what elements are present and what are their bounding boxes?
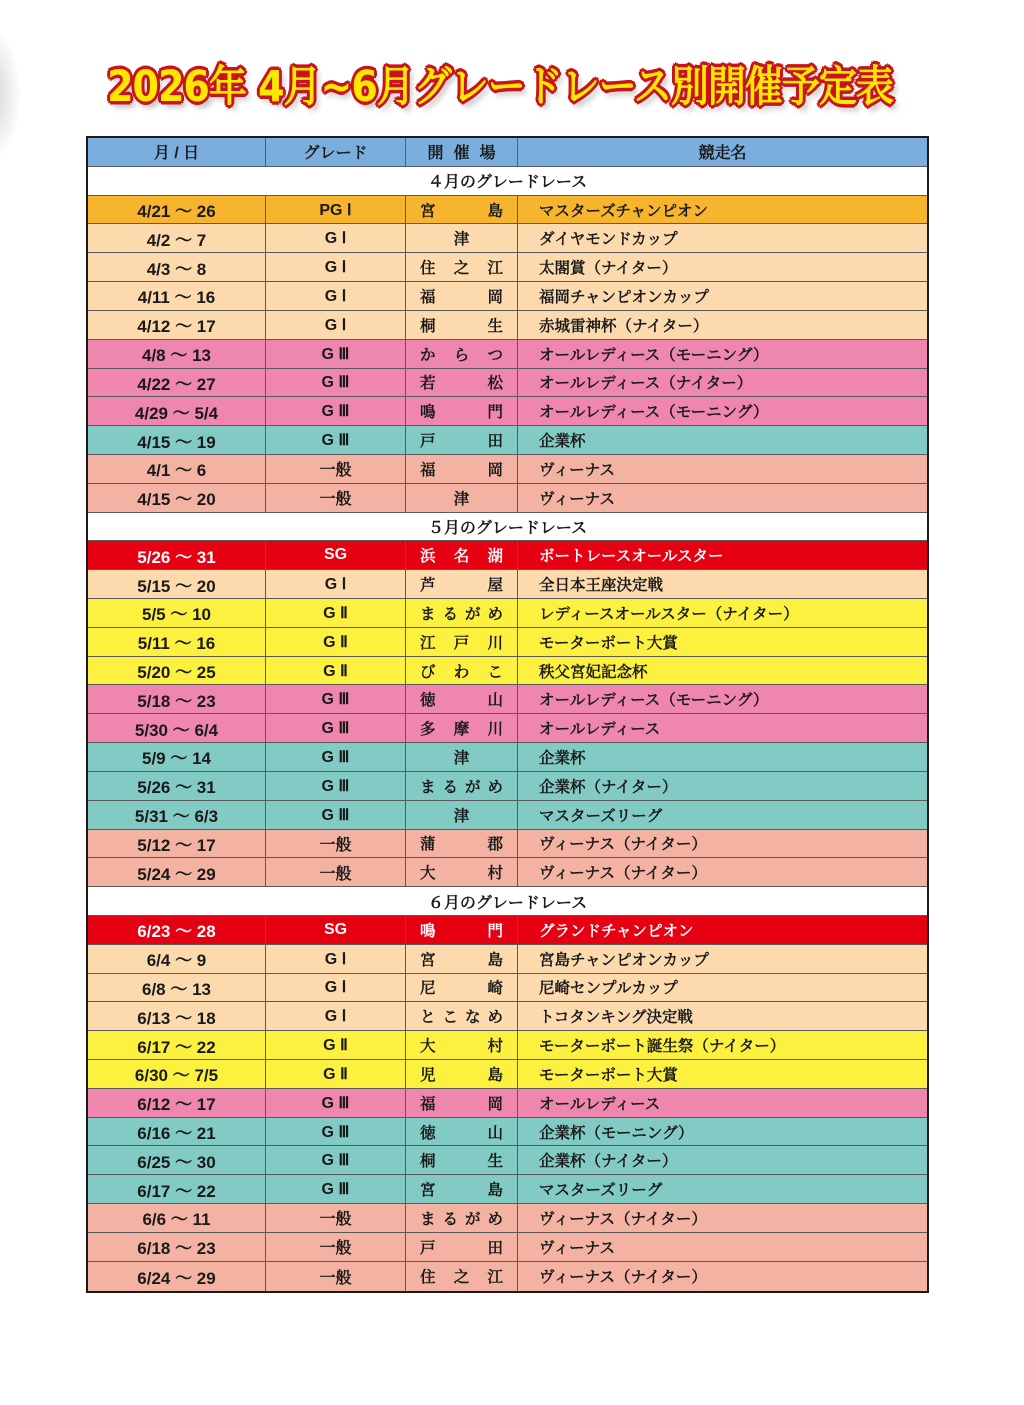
grade-cell: PG Ⅰ	[266, 196, 406, 224]
venue-char: 生	[487, 316, 503, 335]
venue-char: 宮	[420, 201, 436, 220]
date-cell: 4/11 ～ 16	[88, 282, 266, 310]
venue-cell	[406, 1060, 518, 1088]
venue-cell	[406, 1118, 518, 1146]
grade-cell: G Ⅱ	[266, 599, 406, 627]
venue-char: 松	[487, 374, 503, 393]
venue-char: 津	[453, 489, 470, 508]
venue-cell	[406, 1146, 518, 1174]
race-name-cell: ヴィーナス（ナイター）	[539, 835, 707, 854]
venue-cell	[406, 426, 518, 454]
date-cell: 6/23 ～ 28	[88, 916, 266, 944]
grade-cell: G Ⅰ	[266, 282, 406, 310]
date-cell: 6/18 ～ 23	[88, 1233, 266, 1261]
venue-char: 桐	[420, 1152, 436, 1171]
race-name-cell: 企業杯	[539, 748, 586, 767]
table-row	[88, 196, 927, 225]
date-cell: 5/12 ～ 17	[88, 830, 266, 858]
venue-char: ま	[420, 777, 436, 796]
race-name-cell: ヴィーナス	[539, 460, 615, 479]
venue-char: 山	[487, 1123, 503, 1142]
venue-cell	[406, 657, 518, 685]
table-row	[88, 714, 927, 743]
venue-char: 鳴	[420, 403, 436, 422]
title-banner	[100, 52, 900, 112]
grade-cell: G Ⅲ	[266, 685, 406, 713]
date-cell: 6/13 ～ 18	[88, 1002, 266, 1030]
table-row	[88, 311, 927, 340]
race-name-cell: ヴィーナス	[539, 1238, 615, 1257]
race-name-cell: オールレディース	[539, 720, 661, 739]
race-name-cell: 福岡チャンピオンカップ	[539, 287, 709, 306]
date-cell: 5/15 ～ 20	[88, 570, 266, 598]
venue-char: わ	[453, 662, 470, 681]
section-header-row	[88, 167, 927, 196]
grade-cell: G Ⅰ	[266, 224, 406, 252]
grade-cell: G Ⅰ	[266, 311, 406, 339]
race-name-cell: 秩父宮妃記念杯	[539, 662, 648, 681]
date-cell: 5/31 ～ 6/3	[88, 801, 266, 829]
venue-char: ら	[453, 345, 470, 364]
date-cell: 5/9 ～ 14	[88, 743, 266, 771]
table-row	[88, 1118, 927, 1147]
date-cell: 5/30 ～ 6/4	[88, 714, 266, 742]
venue-char: 岡	[487, 287, 503, 306]
venue-cell	[406, 916, 518, 944]
venue-cell	[406, 1233, 518, 1261]
section-header-row	[88, 513, 927, 542]
date-cell: 4/22 ～ 27	[88, 369, 266, 397]
race-name-cell: トコタンキング決定戦	[539, 1008, 693, 1027]
race-name-cell: 企業杯	[539, 432, 586, 451]
race-name-cell: ヴィーナス（ナイター）	[539, 864, 707, 883]
table-row	[88, 801, 927, 830]
venue-char: こ	[487, 662, 503, 681]
grade-cell: 一般	[266, 830, 406, 858]
date-cell: 4/8 ～ 13	[88, 340, 266, 368]
venue-char: 崎	[487, 979, 503, 998]
venue-cell	[406, 945, 518, 973]
race-name-cell: レディースオールスター（ナイター）	[539, 604, 799, 623]
grade-cell: G Ⅲ	[266, 340, 406, 368]
table-row	[88, 397, 927, 426]
venue-char: 村	[487, 864, 503, 883]
grade-cell: G Ⅲ	[266, 1175, 406, 1203]
venue-cell	[406, 772, 518, 800]
date-cell: 4/2 ～ 7	[88, 224, 266, 252]
column-header-grade: グレード	[266, 138, 406, 166]
race-name-cell: オールレディース（モーニング）	[539, 691, 769, 710]
table-row	[88, 1031, 927, 1060]
table-row	[88, 1089, 927, 1118]
table-row	[88, 1175, 927, 1204]
venue-char: と	[420, 1008, 436, 1027]
venue-char: 宮	[420, 1181, 436, 1200]
grade-cell: G Ⅲ	[266, 397, 406, 425]
race-name-cell: 太閤賞（ナイター）	[539, 259, 678, 278]
date-cell: 6/12 ～ 17	[88, 1089, 266, 1117]
grade-cell: G Ⅰ	[266, 570, 406, 598]
venue-cell	[406, 224, 518, 252]
venue-char: 郡	[487, 835, 503, 854]
venue-cell	[406, 685, 518, 713]
date-cell: 6/4 ～ 9	[88, 945, 266, 973]
table-row	[88, 628, 927, 657]
venue-cell	[406, 397, 518, 425]
date-cell: 5/26 ～ 31	[88, 541, 266, 569]
race-name-cell: ヴィーナス（ナイター）	[539, 1268, 707, 1287]
table-row	[88, 1146, 927, 1175]
race-name-cell: 赤城雷神杯（ナイター）	[539, 316, 709, 335]
grade-cell: 一般	[266, 1262, 406, 1291]
venue-char: な	[464, 1008, 481, 1027]
venue-cell	[406, 1031, 518, 1059]
venue-char: 戸	[420, 432, 436, 451]
race-name-cell: ボートレースオールスター	[539, 547, 724, 566]
date-cell: 5/26 ～ 31	[88, 772, 266, 800]
venue-char: 桐	[420, 316, 436, 335]
venue-char: 津	[453, 748, 470, 767]
table-row	[88, 1262, 927, 1291]
race-name-cell: オールレディース	[539, 1094, 661, 1113]
table-row	[88, 1060, 927, 1089]
race-name-cell: モーターボート誕生祭（ナイター）	[539, 1037, 786, 1056]
grade-cell: 一般	[266, 1233, 406, 1261]
venue-char: 江	[487, 1268, 503, 1287]
venue-char: 芦	[420, 576, 436, 595]
venue-cell	[406, 282, 518, 310]
date-cell: 6/17 ～ 22	[88, 1175, 266, 1203]
venue-cell	[406, 1262, 518, 1291]
race-name-cell: モーターボート大賞	[539, 1065, 678, 1084]
table-row	[88, 541, 927, 570]
table-row	[88, 282, 927, 311]
venue-cell	[406, 541, 518, 569]
page-curl-shadow	[0, 30, 20, 160]
date-cell: 4/15 ～ 20	[88, 484, 266, 512]
venue-cell	[406, 1204, 518, 1232]
grade-cell: G Ⅲ	[266, 1146, 406, 1174]
venue-cell	[406, 974, 518, 1002]
table-row	[88, 369, 927, 398]
table-row	[88, 974, 927, 1003]
venue-cell	[406, 1089, 518, 1117]
race-name-cell: ダイヤモンドカップ	[539, 230, 678, 249]
grade-cell: G Ⅰ	[266, 1002, 406, 1030]
race-name-cell: 企業杯（ナイター）	[539, 777, 678, 796]
venue-char: 門	[487, 921, 503, 940]
venue-char: 湖	[487, 547, 503, 566]
race-name-cell: ヴィーナス	[539, 489, 615, 508]
table-body	[88, 167, 927, 1291]
venue-char: 山	[487, 691, 503, 710]
venue-char: 之	[453, 1268, 470, 1287]
race-name-cell: 企業杯（モーニング）	[539, 1123, 694, 1142]
venue-char: 徳	[420, 691, 436, 710]
date-cell: 6/8 ～ 13	[88, 974, 266, 1002]
venue-cell	[406, 340, 518, 368]
venue-char: 蒲	[420, 835, 436, 854]
date-cell: 4/3 ～ 8	[88, 253, 266, 281]
date-cell: 5/24 ～ 29	[88, 858, 266, 886]
grade-cell: 一般	[266, 858, 406, 886]
date-cell: 5/20 ～ 25	[88, 657, 266, 685]
venue-cell	[406, 801, 518, 829]
grade-cell: G Ⅱ	[266, 628, 406, 656]
table-row	[88, 657, 927, 686]
column-header-venue: 開催場	[406, 138, 518, 166]
venue-cell	[406, 830, 518, 858]
page-title: 2026年 4月~6月グレードレース別開催予定表	[107, 61, 893, 111]
date-cell: 5/5 ～ 10	[88, 599, 266, 627]
date-cell: 4/29 ～ 5/4	[88, 397, 266, 425]
table-row	[88, 830, 927, 859]
venue-char: め	[487, 1209, 503, 1228]
grade-cell: G Ⅱ	[266, 657, 406, 685]
column-header-race: 競走名	[698, 143, 747, 163]
grade-cell: G Ⅲ	[266, 1118, 406, 1146]
table-row	[88, 1204, 927, 1233]
date-cell: 6/17 ～ 22	[88, 1031, 266, 1059]
venue-cell	[406, 599, 518, 627]
table-row	[88, 916, 927, 945]
venue-char: 児	[420, 1065, 436, 1084]
venue-char: 大	[420, 1037, 436, 1056]
venue-char: 津	[453, 230, 470, 249]
venue-cell	[406, 570, 518, 598]
venue-char: 名	[453, 547, 470, 566]
date-cell: 4/21 ～ 26	[88, 196, 266, 224]
date-cell: 6/16 ～ 21	[88, 1118, 266, 1146]
venue-char: 戸	[420, 1238, 436, 1257]
grade-cell: G Ⅲ	[266, 369, 406, 397]
race-name-cell: 全日本王座決定戦	[539, 576, 664, 595]
venue-char: か	[420, 345, 436, 364]
venue-cell	[406, 1002, 518, 1030]
table-row	[88, 1002, 927, 1031]
venue-char: が	[464, 1209, 481, 1228]
venue-char: 岡	[487, 1094, 503, 1113]
race-name-cell: 尼崎センプルカップ	[539, 979, 678, 998]
table-row	[88, 743, 927, 772]
venue-char: つ	[487, 345, 503, 364]
table-row	[88, 858, 927, 887]
date-cell: 4/15 ～ 19	[88, 426, 266, 454]
grade-cell: 一般	[266, 1204, 406, 1232]
venue-char: 之	[453, 259, 470, 278]
grade-cell: G Ⅲ	[266, 772, 406, 800]
race-name-cell: グランドチャンピオン	[539, 921, 694, 940]
venue-char: 島	[487, 950, 503, 969]
venue-char: ま	[420, 604, 436, 623]
grade-cell: G Ⅰ	[266, 945, 406, 973]
venue-char: る	[442, 777, 458, 796]
grade-cell: G Ⅱ	[266, 1060, 406, 1088]
date-cell: 6/24 ～ 29	[88, 1262, 266, 1291]
venue-char: 戸	[453, 633, 470, 652]
venue-char: 多	[420, 720, 436, 739]
table-row	[88, 599, 927, 628]
race-name-cell: オールレディース（ナイター）	[539, 374, 753, 393]
section-header-row	[88, 887, 927, 916]
table-row	[88, 455, 927, 484]
venue-char: 島	[487, 1181, 503, 1200]
table-row	[88, 772, 927, 801]
grade-cell: G Ⅲ	[266, 1089, 406, 1117]
venue-cell	[406, 311, 518, 339]
venue-char: 生	[487, 1152, 503, 1171]
venue-char: 住	[420, 1268, 436, 1287]
table-row	[88, 484, 927, 513]
schedule-table	[86, 136, 929, 1293]
venue-char: 江	[487, 259, 503, 278]
venue-cell	[406, 714, 518, 742]
grade-cell: G Ⅲ	[266, 714, 406, 742]
table-row	[88, 253, 927, 282]
venue-char: る	[442, 1209, 458, 1228]
venue-cell	[406, 858, 518, 886]
venue-cell	[406, 484, 518, 512]
race-name-cell: マスターズリーグ	[539, 1181, 663, 1200]
table-row	[88, 570, 927, 599]
race-name-cell: ヴィーナス（ナイター）	[539, 1209, 707, 1228]
venue-char: め	[487, 1008, 503, 1027]
venue-char: め	[487, 777, 503, 796]
venue-char: 江	[420, 633, 436, 652]
venue-char: 屋	[487, 576, 503, 595]
table-row	[88, 340, 927, 369]
date-cell: 6/6 ～ 11	[88, 1204, 266, 1232]
venue-char: ま	[420, 1209, 436, 1228]
date-cell: 6/25 ～ 30	[88, 1146, 266, 1174]
venue-char: 村	[487, 1037, 503, 1056]
venue-char: が	[464, 777, 481, 796]
table-row	[88, 945, 927, 974]
venue-char: る	[442, 604, 458, 623]
venue-char: 川	[487, 720, 503, 739]
venue-cell	[406, 455, 518, 483]
venue-char: こ	[442, 1008, 458, 1027]
grade-cell: SG	[266, 916, 406, 944]
venue-char: 浜	[420, 547, 436, 566]
race-name-cell: 宮島チャンピオンカップ	[539, 950, 709, 969]
table-header-row	[88, 138, 927, 167]
venue-char: 尼	[420, 979, 436, 998]
race-name-cell: オールレディース（モーニング）	[539, 345, 769, 364]
column-header-date: 月 / 日	[88, 138, 266, 166]
venue-char: 福	[420, 1094, 436, 1113]
section-label: ５月のグレードレース	[427, 517, 588, 537]
date-cell: 4/1 ～ 6	[88, 455, 266, 483]
venue-char: 門	[487, 403, 503, 422]
venue-char: び	[420, 662, 436, 681]
venue-char: 徳	[420, 1123, 436, 1142]
venue-char: め	[487, 604, 503, 623]
venue-char: 川	[487, 633, 503, 652]
venue-char: 宮	[420, 950, 436, 969]
table-row	[88, 1233, 927, 1262]
venue-cell	[406, 369, 518, 397]
venue-char: が	[464, 604, 481, 623]
venue-cell	[406, 196, 518, 224]
race-name-cell: マスターズチャンピオン	[539, 201, 708, 220]
venue-cell	[406, 1175, 518, 1203]
table-row	[88, 685, 927, 714]
venue-cell	[406, 253, 518, 281]
table-row	[88, 426, 927, 455]
venue-char: 島	[487, 201, 503, 220]
grade-cell: SG	[266, 541, 406, 569]
grade-cell: G Ⅲ	[266, 801, 406, 829]
venue-char: 島	[487, 1065, 503, 1084]
date-cell: 5/11 ～ 16	[88, 628, 266, 656]
venue-char: 田	[487, 1238, 503, 1257]
race-name-cell: 企業杯（ナイター）	[539, 1152, 678, 1171]
table-row	[88, 224, 927, 253]
venue-char: 若	[420, 374, 436, 393]
date-cell: 4/12 ～ 17	[88, 311, 266, 339]
grade-cell: G Ⅱ	[266, 1031, 406, 1059]
venue-char: 田	[487, 432, 503, 451]
venue-cell	[406, 628, 518, 656]
venue-char: 鳴	[420, 921, 436, 940]
venue-char: 摩	[453, 720, 470, 739]
venue-char: 津	[453, 806, 470, 825]
grade-cell: 一般	[266, 455, 406, 483]
section-label: ４月のグレードレース	[427, 172, 588, 192]
section-label: ６月のグレードレース	[427, 892, 588, 912]
grade-cell: G Ⅰ	[266, 974, 406, 1002]
date-cell: 5/18 ～ 23	[88, 685, 266, 713]
grade-cell: G Ⅰ	[266, 253, 406, 281]
race-name-cell: マスターズリーグ	[539, 806, 663, 825]
venue-char: 住	[420, 259, 436, 278]
date-cell: 6/30 ～ 7/5	[88, 1060, 266, 1088]
grade-cell: G Ⅲ	[266, 426, 406, 454]
venue-char: 大	[420, 864, 436, 883]
grade-cell: 一般	[266, 484, 406, 512]
venue-char: 福	[420, 460, 436, 479]
venue-cell	[406, 743, 518, 771]
grade-cell: G Ⅲ	[266, 743, 406, 771]
venue-char: 福	[420, 287, 436, 306]
race-name-cell: モーターボート大賞	[539, 633, 678, 652]
venue-char: 岡	[487, 460, 503, 479]
race-name-cell: オールレディース（モーニング）	[539, 403, 769, 422]
